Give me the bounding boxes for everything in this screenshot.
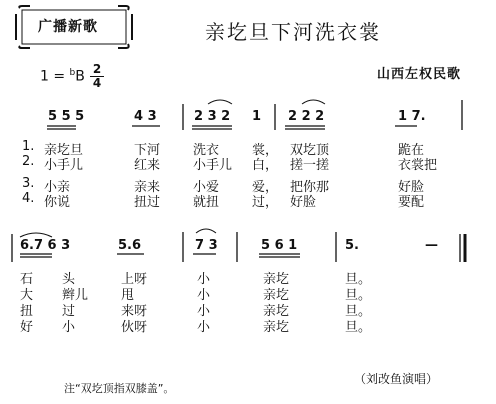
row1-note-group: 1 7. [398, 109, 426, 124]
time-signature: $\frac{2}{4}$ [90, 63, 104, 90]
row1-note-group: 4 3 [134, 109, 157, 124]
lyric: 小亲 [44, 180, 71, 195]
verse-number: 1. [22, 139, 35, 154]
lyric: 白， [252, 158, 279, 173]
lyric: 小 [197, 288, 211, 303]
lyric: 大 [20, 288, 34, 303]
lyric: 亲圪 [263, 320, 290, 335]
row2-note-group: 5. [345, 238, 359, 253]
lyric: 扭 [20, 304, 34, 319]
row1-note-group: 5 5 5 [48, 109, 85, 124]
lyric: 伙呀 [121, 320, 148, 335]
lyric: 旦。 [345, 288, 372, 303]
row2-note-group: 7 3 [195, 238, 218, 253]
lyric: 洗衣 [193, 143, 220, 158]
lyric: 衣裳把 [398, 158, 438, 173]
lyric: 好脸 [290, 195, 317, 210]
lyric: 红来 [134, 158, 161, 173]
lyric: 小手儿 [193, 158, 233, 173]
lyric: 亲圪 [263, 288, 290, 303]
lyric: 来呀 [121, 304, 148, 319]
row2-note-group: 5 6 1 [261, 238, 298, 253]
lyric: 要配 [398, 195, 425, 210]
lyric: 好脸 [398, 180, 425, 195]
lyric: 双圪顶 [290, 143, 330, 158]
song-origin: 山西左权民歌 [377, 67, 462, 82]
row2-barlines [12, 232, 465, 262]
performer-credit: （刘改鱼演唱） [354, 372, 439, 386]
lyric: 小 [197, 272, 211, 287]
lyric: 旦。 [345, 320, 372, 335]
row1-note-group: 2 2 2 [288, 109, 325, 124]
lyric: 亲圪旦 [44, 143, 84, 158]
row1-beams [47, 126, 417, 129]
verse-number: 3. [22, 176, 35, 191]
row2-note-group: 6.7 6 3 [20, 238, 71, 253]
lyric: 下河 [134, 143, 161, 158]
lyric: 亲圪 [263, 304, 290, 319]
lyric: 爱， [252, 180, 279, 195]
badge-label: 广播新歌 [38, 19, 98, 35]
lyric: 过 [62, 304, 76, 319]
song-title: 亲圪旦下河洗衣裳 [205, 20, 381, 44]
row1-note-group: 1 [252, 109, 262, 124]
lyric: 旦。 [345, 304, 372, 319]
lyric: 石 [20, 272, 34, 287]
lyric: 搓一搓 [290, 158, 330, 173]
lyric: 小 [197, 320, 211, 335]
lyric: 小 [62, 320, 76, 335]
lyric: 跪在 [398, 143, 425, 158]
lyric: 好 [20, 320, 34, 335]
row2-slurs [20, 229, 216, 237]
lyric: 头 [62, 272, 76, 287]
verse-number: 4. [22, 191, 35, 206]
row2-beams [20, 254, 300, 257]
lyric: 旦。 [345, 272, 372, 287]
lyric: 扭过 [134, 195, 161, 210]
footnote: 注“双圪顶指双膝盖”。 [64, 382, 175, 395]
lyric: 小手儿 [44, 158, 84, 173]
lyric: 上呀 [121, 272, 148, 287]
lyric: 辫儿 [62, 288, 89, 303]
lyric: 小 [197, 304, 211, 319]
lyric: 就扭 [193, 195, 220, 210]
verse-number: 2. [22, 154, 35, 169]
key-signature: 1 = $^b$B [40, 68, 85, 85]
lyric: 亲圪 [263, 272, 290, 287]
lyric: 把你那 [290, 180, 330, 195]
lyric: 甩 [121, 288, 135, 303]
row1-note-group: 2 3 2 [194, 109, 231, 124]
lyric: 过， [252, 195, 279, 210]
lyric: 亲来 [134, 180, 161, 195]
lyric: 小爱 [193, 180, 220, 195]
lyric: 你说 [44, 195, 71, 210]
lyric: 裳， [252, 143, 279, 158]
row2-note-group: — [425, 238, 438, 253]
row1-slurs [208, 100, 325, 104]
row2-note-group: 5.6 [118, 238, 142, 253]
